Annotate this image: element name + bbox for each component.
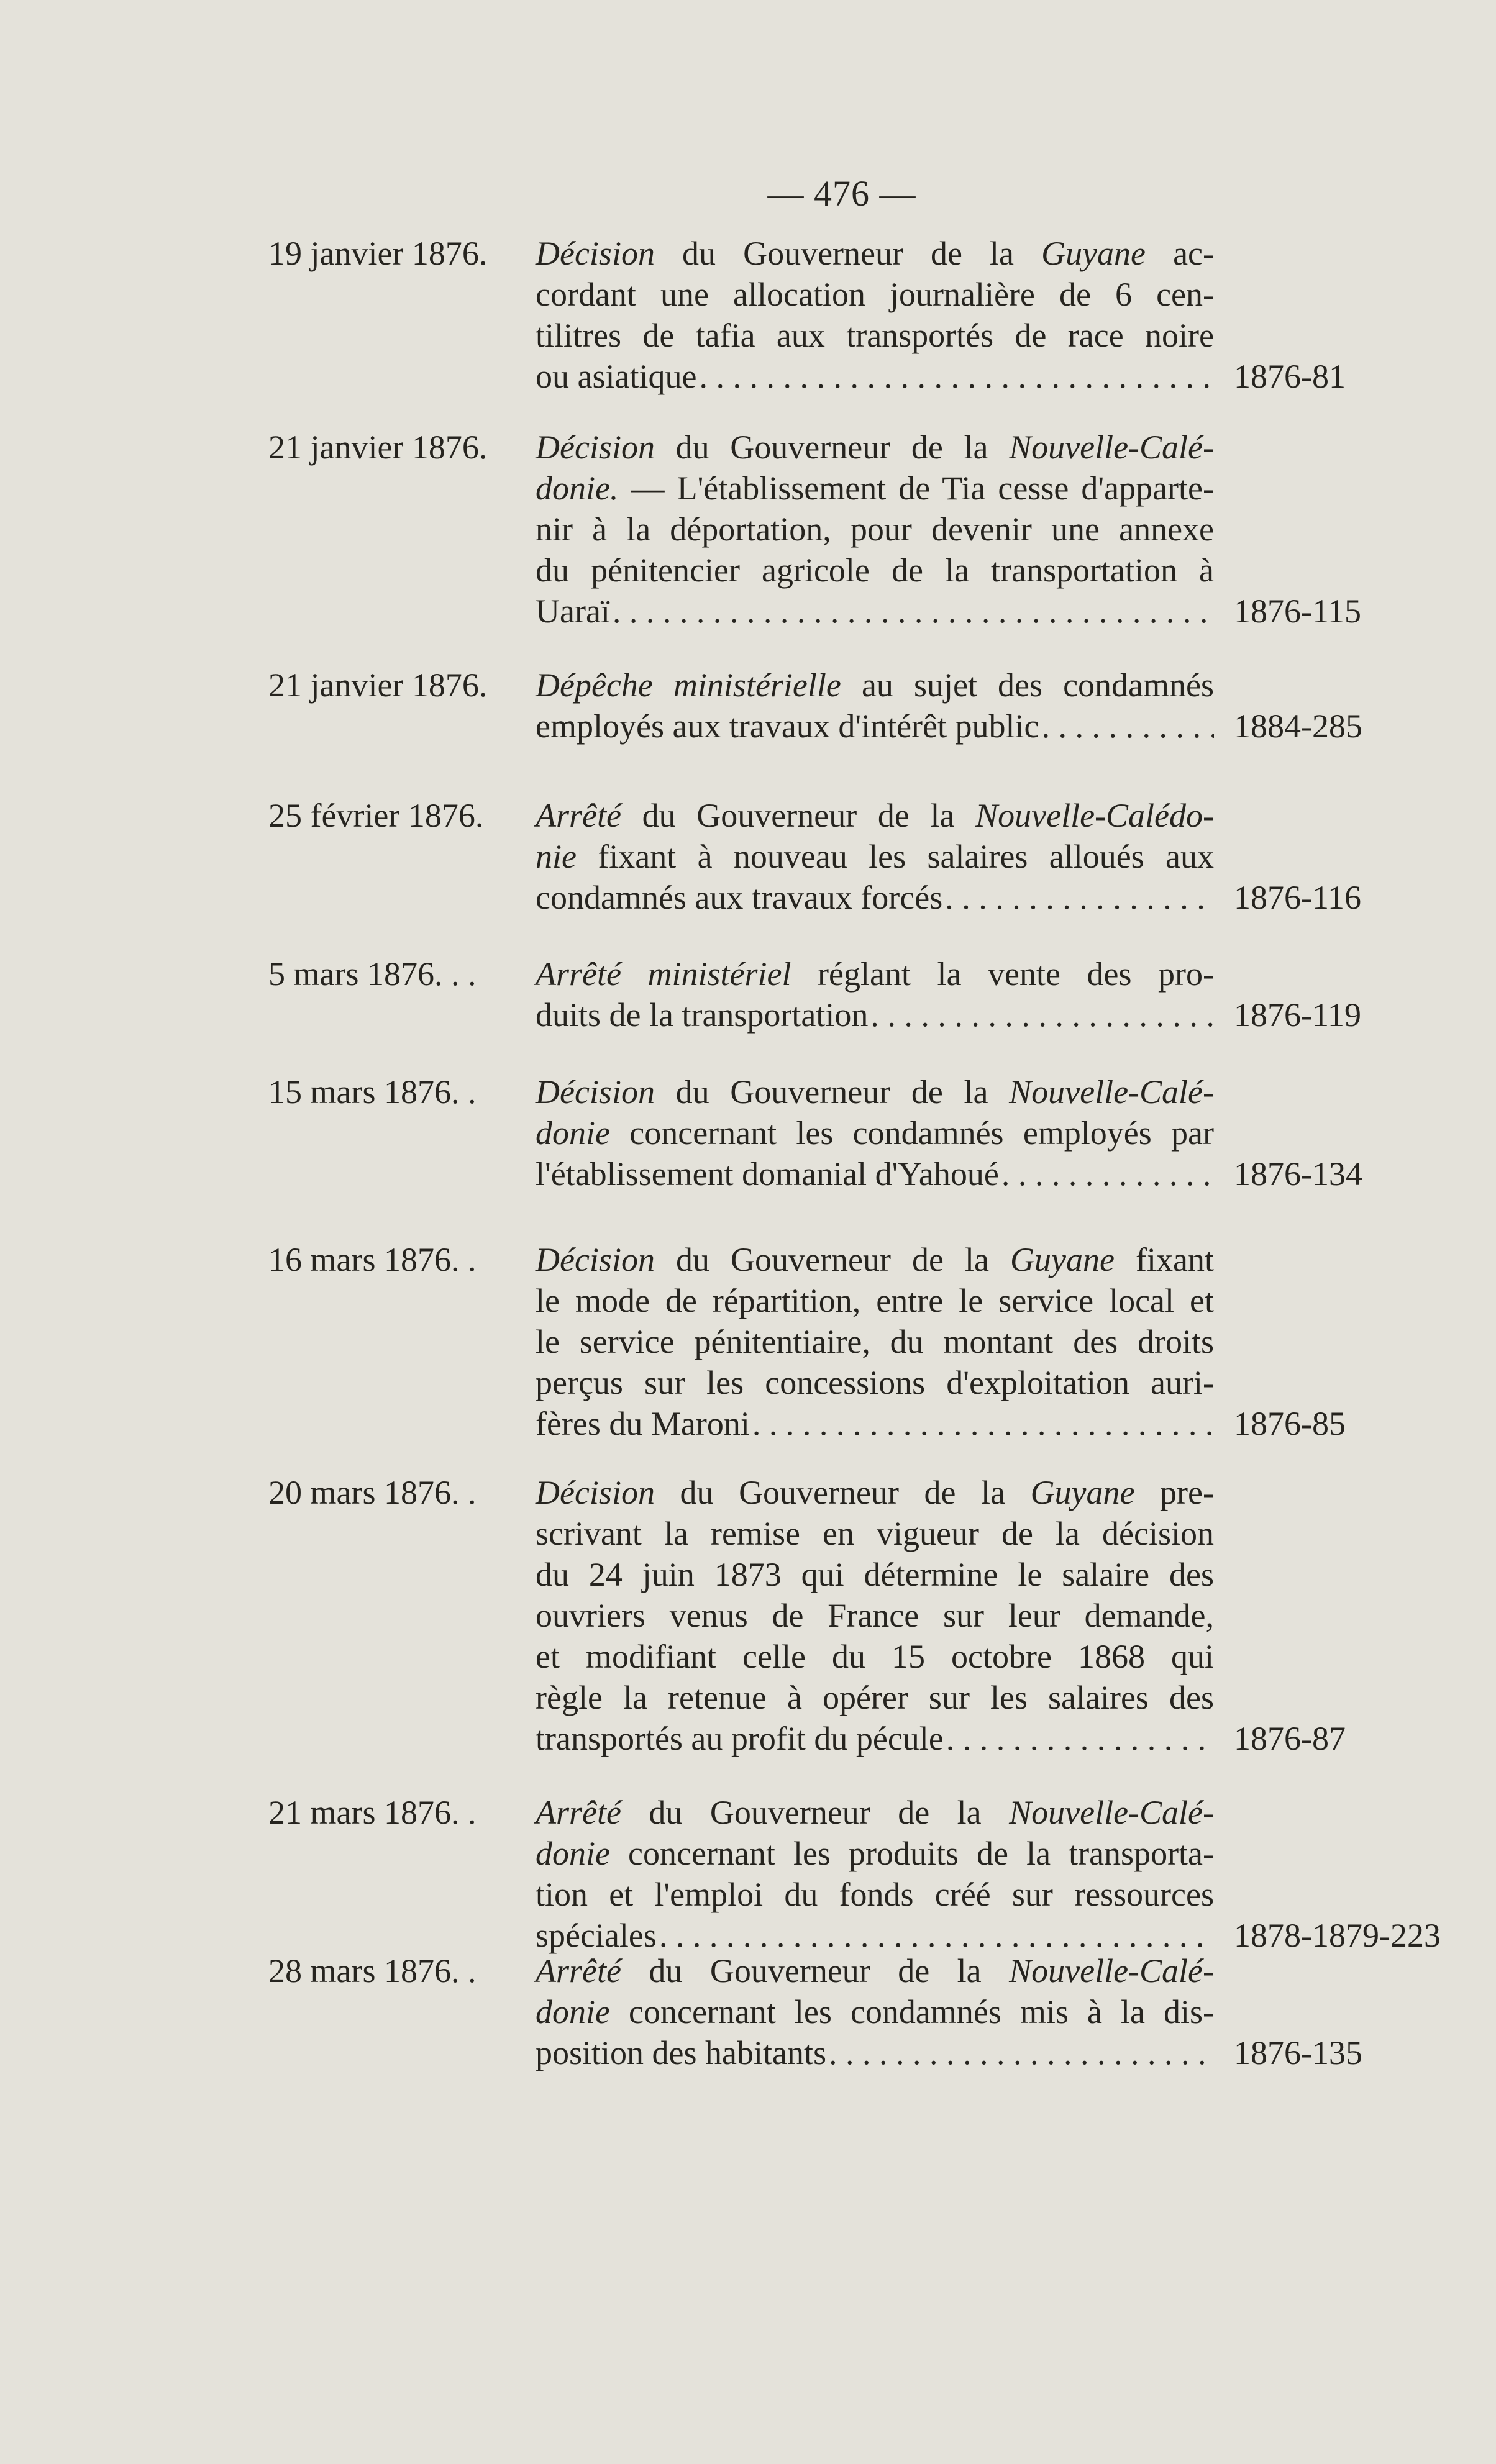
line-content (536, 1677, 1214, 1718)
text-line (536, 1636, 1214, 1677)
line-content (536, 1112, 1214, 1153)
line-text: et modifiant celle du 15 octobre 1868 qui (536, 1638, 1214, 1675)
text-line (536, 1362, 1214, 1403)
line-content (536, 836, 1214, 877)
italic-text: donie (536, 1114, 610, 1152)
text-line (536, 836, 1214, 877)
line-text: du Gouverneur de la (621, 1794, 1010, 1831)
entry-text (536, 795, 1214, 918)
italic-text: Décision (536, 1073, 655, 1111)
line-text: du 24 juin 1873 qui détermine le salaire des (536, 1556, 1214, 1593)
entry-text (536, 1792, 1214, 1956)
line-content (536, 1554, 1214, 1595)
dot-leader (868, 994, 1214, 1035)
text-line (536, 315, 1214, 356)
text-line (536, 356, 1214, 397)
text-line (536, 1677, 1214, 1718)
text-line (536, 1991, 1214, 2032)
entry-date: 5 mars 1876. . . (268, 955, 477, 993)
entry-text (536, 427, 1214, 632)
entry-date: 20 mars 1876. . (268, 1474, 477, 1511)
italic-text: Nouvelle-Calé- (1009, 1073, 1214, 1111)
entry-text (536, 665, 1214, 747)
entry-date: 16 mars 1876. . (268, 1241, 477, 1278)
text-line (536, 1112, 1214, 1153)
line-content (536, 795, 1214, 836)
italic-text: Arrêté ministériel (536, 955, 791, 993)
line-text: du pénitencier agricole de la transportation à (536, 552, 1214, 589)
text-line (536, 1472, 1214, 1513)
text-line (536, 550, 1214, 591)
line-content (536, 1071, 1214, 1112)
entry-date: 25 février 1876. (268, 797, 484, 834)
line-text: fères du Maroni (536, 1405, 750, 1442)
line-text: le mode de répartition, entre le service local et (536, 1282, 1214, 1319)
entry-date: 19 janvier 1876. (268, 235, 488, 272)
italic-text: Guyane (1030, 1474, 1135, 1511)
line-content (536, 1718, 944, 1759)
entry-text (536, 953, 1214, 1035)
text-line (536, 706, 1214, 747)
line-content (536, 1153, 999, 1194)
dot-leader (944, 1718, 1214, 1759)
line-content (536, 427, 1214, 468)
line-content (536, 591, 610, 632)
italic-text: Décision (536, 235, 655, 272)
entry-reference: 1876-119 (1234, 996, 1361, 1034)
line-content (536, 468, 1214, 509)
line-content (536, 1362, 1214, 1403)
italic-text: Nouvelle-Calédo- (975, 797, 1214, 834)
line-content (536, 1321, 1214, 1362)
entry-reference: 1876-135 (1234, 2034, 1362, 2071)
text-line (536, 468, 1214, 509)
line-content (536, 1595, 1214, 1636)
line-text: ou asiatique (536, 358, 697, 395)
text-line (536, 427, 1214, 468)
text-line (536, 1153, 1214, 1194)
text-line (536, 665, 1214, 706)
text-line (536, 1950, 1214, 1991)
line-content (536, 1874, 1214, 1915)
line-text: règle la retenue à opérer sur les salaires des (536, 1679, 1214, 1716)
line-content (536, 550, 1214, 591)
entry-date: 21 janvier 1876. (268, 429, 488, 466)
italic-text: Nouvelle-Calé- (1009, 1952, 1214, 1989)
line-text: tilitres de tafia aux transportés de race noire (536, 317, 1214, 354)
text-line (536, 1239, 1214, 1280)
italic-text: donie (536, 1993, 610, 2030)
italic-text: Décision (536, 429, 655, 466)
text-line (536, 1403, 1214, 1444)
line-text: ouvriers venus de France sur leur demande, (536, 1597, 1214, 1634)
entry-text (536, 1472, 1214, 1759)
line-content (536, 1950, 1214, 1991)
page-number: — 476 — (767, 173, 916, 214)
line-text: transportés au profit du pécule (536, 1720, 944, 1757)
entry-reference: 1876-81 (1234, 358, 1346, 395)
line-text: du Gouverneur de la (621, 1952, 1010, 1989)
line-text: Uaraï (536, 593, 610, 630)
text-line (536, 1071, 1214, 1112)
italic-text: Décision (536, 1474, 655, 1511)
line-text: tion et l'emploi du fonds créé sur ressources (536, 1876, 1214, 1913)
italic-text: Guyane (1041, 235, 1146, 272)
line-text: du Gouverneur de la (654, 1241, 1011, 1278)
entry-reference: 1884-285 (1234, 707, 1362, 745)
dot-leader (999, 1153, 1214, 1194)
text-line (536, 1321, 1214, 1362)
line-text: position des habitants (536, 2034, 826, 2071)
line-content (536, 356, 696, 397)
line-text: spéciales (536, 1917, 657, 1954)
line-content (536, 706, 1039, 747)
line-text: réglant la vente des pro- (791, 955, 1214, 993)
text-line (536, 274, 1214, 315)
entry-reference: 1876-87 (1234, 1720, 1346, 1757)
text-line (536, 953, 1214, 994)
line-text: — L'établissement de Tia cesse d'apparte- (618, 470, 1214, 507)
dot-leader (1039, 706, 1214, 747)
line-text: pre- (1134, 1474, 1214, 1511)
italic-text: Arrêté (536, 1794, 621, 1831)
entry-reference: 1876-116 (1234, 879, 1361, 916)
italic-text: Nouvelle-Calé- (1009, 429, 1214, 466)
entry-text (536, 1950, 1214, 2073)
italic-text: Dépêche ministérielle (536, 666, 841, 704)
line-content (536, 1239, 1214, 1280)
dot-leader (942, 877, 1214, 918)
entry-text (536, 1239, 1214, 1444)
text-line (536, 1513, 1214, 1554)
line-content (536, 665, 1214, 706)
dot-leader (696, 356, 1214, 397)
italic-text: Arrêté (536, 797, 621, 834)
line-content (536, 274, 1214, 315)
line-text: au sujet des condamnés (841, 666, 1214, 704)
line-text: du Gouverneur de la (654, 1073, 1010, 1111)
line-content (536, 1833, 1214, 1874)
line-content (536, 877, 942, 918)
italic-text: donie. (536, 470, 619, 507)
entry-date: 21 janvier 1876. (268, 666, 488, 704)
text-line (536, 877, 1214, 918)
line-text: du Gouverneur de la (654, 1474, 1031, 1511)
line-text: du Gouverneur de la (654, 235, 1042, 272)
italic-text: Guyane (1010, 1241, 1115, 1278)
entry-text (536, 233, 1214, 397)
line-text: condamnés aux travaux forcés (536, 879, 943, 916)
line-content (536, 1280, 1214, 1321)
text-line (536, 1595, 1214, 1636)
line-content (536, 233, 1214, 274)
line-text: cordant une allocation journalière de 6 cen- (536, 276, 1214, 313)
entry-date: 15 mars 1876. . (268, 1073, 477, 1111)
line-content (536, 315, 1214, 356)
italic-text: Arrêté (536, 1952, 621, 1989)
line-content (536, 1472, 1214, 1513)
line-text: concernant les produits de la transporta- (609, 1835, 1214, 1872)
text-line (536, 1554, 1214, 1595)
dot-leader (750, 1403, 1214, 1444)
line-text: employés aux travaux d'intérêt public (536, 707, 1039, 745)
italic-text: nie (536, 838, 577, 875)
line-content (536, 509, 1214, 550)
entry-date: 21 mars 1876. . (268, 1794, 477, 1831)
italic-text: donie (536, 1835, 610, 1872)
line-text: du Gouverneur de la (654, 429, 1010, 466)
line-content (536, 2032, 826, 2073)
text-line (536, 233, 1214, 274)
line-text: ac- (1146, 235, 1214, 272)
line-content (536, 1636, 1214, 1677)
text-line (536, 1280, 1214, 1321)
text-line (536, 1792, 1214, 1833)
line-content (536, 1513, 1214, 1554)
text-line (536, 994, 1214, 1035)
line-text: duits de la transportation (536, 996, 869, 1034)
line-content (536, 1991, 1214, 2032)
line-content (536, 1792, 1214, 1833)
dot-leader (826, 2032, 1214, 2073)
entry-reference: 1876-134 (1234, 1155, 1362, 1193)
line-text: concernant les condamnés employés par (609, 1114, 1214, 1152)
line-text: du Gouverneur de la (621, 797, 976, 834)
text-line (536, 1874, 1214, 1915)
text-line (536, 795, 1214, 836)
entry-reference: 1878-1879-223 (1234, 1917, 1441, 1954)
line-text: scrivant la remise en vigueur de la décision (536, 1515, 1214, 1552)
dot-leader (610, 591, 1214, 632)
line-content (536, 994, 868, 1035)
text-line (536, 1718, 1214, 1759)
line-text: le service pénitentiaire, du montant des droits (536, 1323, 1214, 1360)
line-text: fixant (1114, 1241, 1214, 1278)
italic-text: Décision (536, 1241, 655, 1278)
line-content (536, 953, 1214, 994)
line-text: perçus sur les concessions d'exploitation auri- (536, 1364, 1214, 1401)
text-line (536, 1833, 1214, 1874)
text-line (536, 591, 1214, 632)
entry-reference: 1876-85 (1234, 1405, 1346, 1442)
line-text: nir à la déportation, pour devenir une annexe (536, 511, 1214, 548)
line-text: concernant les condamnés mis à la dis- (609, 1993, 1214, 2030)
text-line (536, 509, 1214, 550)
italic-text: Nouvelle-Calé- (1009, 1794, 1214, 1831)
entry-reference: 1876-115 (1234, 593, 1361, 630)
line-text: l'établissement domanial d'Yahoué (536, 1155, 999, 1193)
line-text: fixant à nouveau les salaires alloués aux (576, 838, 1214, 875)
entry-text (536, 1071, 1214, 1194)
text-line (536, 2032, 1214, 2073)
line-content (536, 1403, 750, 1444)
entry-date: 28 mars 1876. . (268, 1952, 477, 1989)
